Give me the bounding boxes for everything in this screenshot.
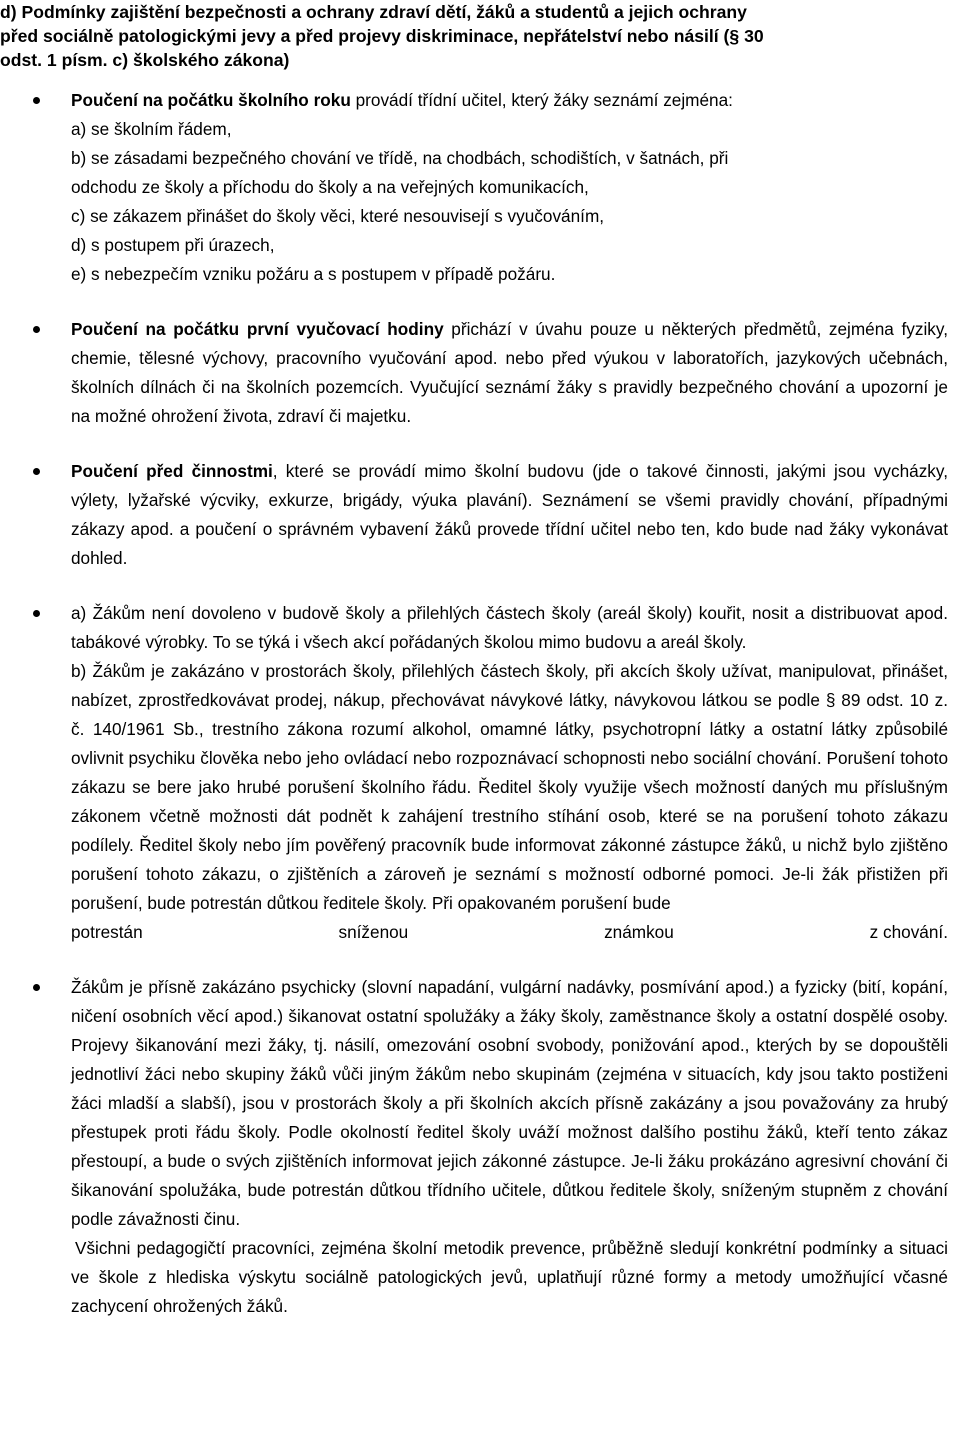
- item4-last-word-2: sníženou: [338, 922, 409, 942]
- list-item-before-activities: [0, 457, 954, 573]
- bullet-icon: [33, 610, 40, 617]
- bullet-icon: [33, 468, 40, 475]
- section-heading-line-3: odst. 1 písm. c) školského zákona): [0, 50, 290, 70]
- item1-line-a: a) se školním řádem,: [71, 119, 232, 139]
- bullet-icon: [33, 326, 40, 333]
- item4-last-word-1: potrestán: [71, 922, 143, 942]
- item1-text: provádí třídní učitel, který žáky seznámí zejména:: [350, 90, 733, 110]
- section-heading: [0, 0, 954, 72]
- item1-intro: [71, 86, 948, 115]
- item4-paragraph-a: a) Žákům není dovoleno v budově školy a přilehlých částech školy (areál školy) kouřit, nosit a distribuovat apod. tabákové výrobky. To se týká i všech akcí pořádaných školou mimo budovu a areál školy.: [71, 603, 948, 652]
- item1-line-b: b) se zásadami bezpečného chování ve třídě, na chodbách, schodištích, v šatnách, při: [71, 148, 729, 168]
- list-item-bullying: [0, 973, 954, 1321]
- list-item-start-of-year: [0, 86, 954, 289]
- item3-text: , které se provádí mimo školní budovu (jde o takové činnosti, jakými jsou vycházky, výlety, lyžařské výcviky, exkurze, brigády, výuka plavání). Seznámení se všemi pravidly chování, případnými zákazy apod. a poučení o správném vybavení žáků provede třídní učitel nebo ten, kdo bude nad žáky vykonávat dohled.: [71, 461, 948, 568]
- item4-last-word-4: z chování.: [869, 922, 948, 942]
- section-heading-line-2: před sociálně patologickými jevy a před projevy diskriminace, nepřátelství nebo násilí (§ 30: [0, 26, 764, 46]
- item2-paragraph: [71, 315, 948, 431]
- item1-line-d: d) s postupem při úrazech,: [71, 235, 275, 255]
- item4-last-word-3: známkou: [604, 922, 674, 942]
- item1-line-b-cont: odchodu ze školy a příchodu do školy a na veřejných komunikacích,: [71, 177, 589, 197]
- bullet-icon: [33, 984, 40, 991]
- section-heading-line-1: d) Podmínky zajištění bezpečnosti a ochrany zdraví dětí, žáků a studentů a jejich ochrany: [0, 2, 747, 22]
- bullet-icon: [33, 97, 40, 104]
- item1-bold-lead: Poučení na počátku školního roku: [71, 90, 351, 110]
- item1-sublist: [71, 115, 948, 289]
- item4-paragraph-b: b) Žákům je zakázáno v prostorách školy, přilehlých částech školy, při akcích školy užívat, manipulovat, přinášet, nabízet, zprostředkovávat prodej, nákup, přechovávat návykové látky, návykovou látkou se podle § 89 odst. 10 z. č. 140/1961 Sb., trestního zákona rozumí alkohol, omamné látky, psychotropní látky a ostatní látky způsobilé ovlivnit psychiku člověka nebo jeho ovládací nebo rozpoznávací schopnosti nebo sociální chování. Porušení tohoto zákazu se bere jako hrubé porušení školního řádu. Ředitel školy využije všech možností daných mu příslušným zákonem včetně možnosti dát podnět k zahájení trestního stíhání osob, které se na porušení tohoto zákazu podílely. Ředitel školy nebo jím pověřený pracovník bude informovat zákonné zástupce žáků, u nichž bylo zjištěno porušení tohoto zákazu, o zjištěních a zároveň je seznámí s možností odborné pomoci. Je-li žák přistižen při porušení, bude potrestán důtkou ředitele školy. Při opakovaném porušení bude: [71, 661, 948, 913]
- item1-line-e: e) s nebezpečím vzniku požáru a s postupem v případě požáru.: [71, 264, 556, 284]
- list-item-first-lesson: [0, 315, 954, 431]
- item4-paragraph-b-last-line: [71, 918, 948, 947]
- item5-paragraph-2: Všichni pedagogičtí pracovníci, zejména školní metodik prevence, průběžně sledují konkrétní podmínky a situaci ve škole z hlediska výskytu sociálně patologických jevů, uplatňují různé formy a metody umožňující včasné zachycení ohrožených žáků.: [71, 1238, 948, 1316]
- item5-paragraph-1: Žákům je přísně zakázáno psychicky (slovní napadání, vulgární nadávky, posmívání apod.) a fyzicky (bití, kopání, ničení osobních věcí apod.) šikanovat ostatní spolužáky a žáky školy, zaměstnance školy a ostatní dospělé osoby. Projevy šikanování mezi žáky, tj. násilí, omezování osobní svobody, ponižování apod., kterých by se dopouštěli jednotliví žáci nebo skupiny žáků vůči jiným žákům nebo skupinám (zejména v situacích, kdy jsou takto postiženi žáci mladší a slabší), jsou v prostorách školy a při školních akcích přísně zakázány a jsou považovány za hrubý přestupek proti řádu školy. Podle okolností ředitel školy uváží možnost dalšího postihu žáků, kteří tento zákaz přestoupí, a bude o svých zjištěních informovat jejich zákonné zástupce. Je-li žáku prokázáno agresivní chování či šikanování spolužáka, bude potrestán důtkou třídního učitele, důtkou ředitele školy, sníženým stupněm z chování podle závažnosti činu.: [71, 977, 948, 1229]
- item2-text: přichází v úvahu pouze u některých předmětů, zejména fyziky, chemie, tělesné výchovy, pracovního vyučování apod. nebo před výukou v laboratořích, jazykových učebnách, školních dílnách či na školních pozemcích. Vyučující seznámí žáky s pravidly bezpečného chování a upozorní je na možné ohrožení života, zdraví či majetku.: [71, 319, 948, 426]
- item3-paragraph: [71, 457, 948, 573]
- item3-bold-lead: Poučení před činnostmi: [71, 461, 273, 481]
- item2-bold-lead: Poučení na počátku první vyučovací hodiny: [71, 319, 444, 339]
- item1-line-c: c) se zákazem přinášet do školy věci, které nesouvisejí s vyučováním,: [71, 206, 605, 226]
- bullet-list: [0, 86, 954, 1321]
- list-item-substances: [0, 599, 954, 947]
